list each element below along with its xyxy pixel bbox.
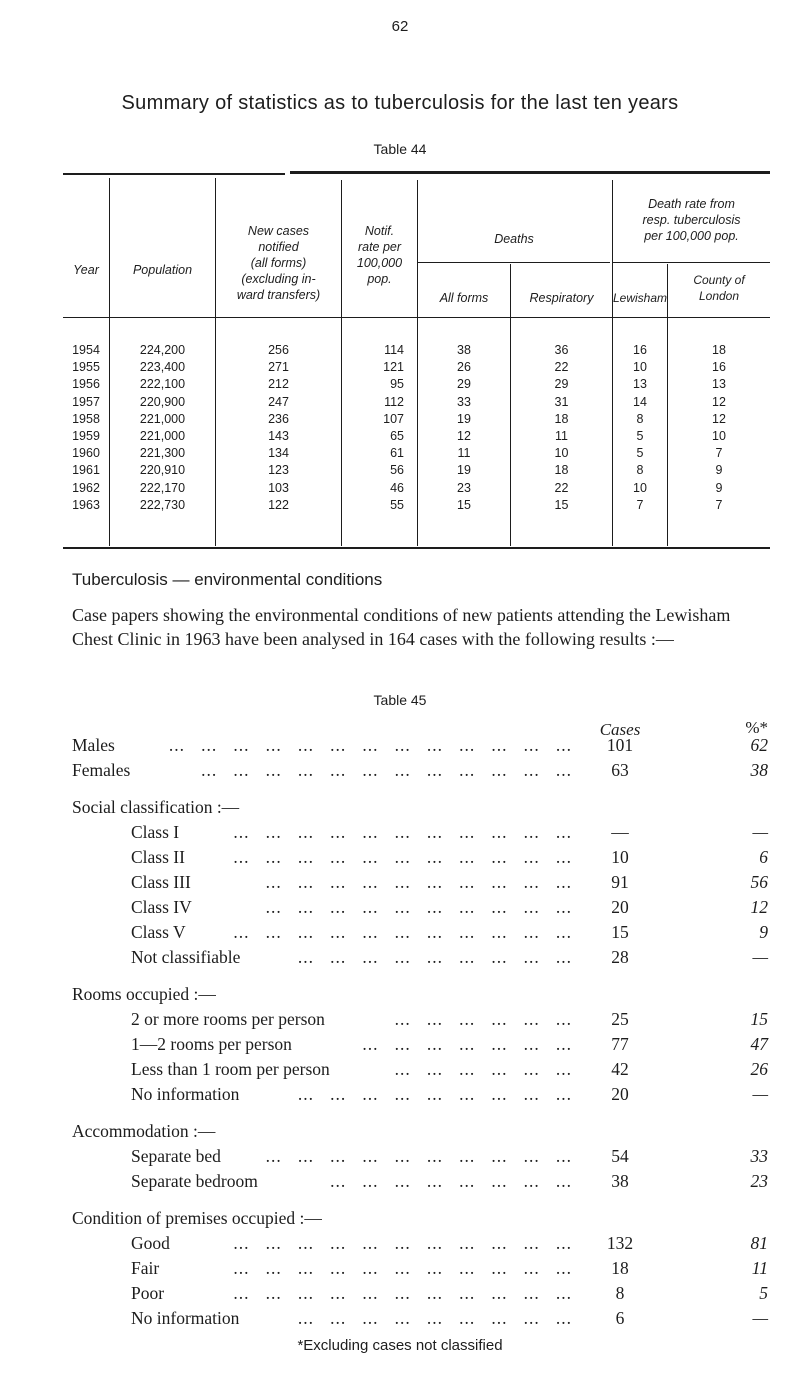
cell-new-cases: 123: [268, 463, 289, 478]
leader-dots: ... ... ... ... ... ... ... ... ... ... ...: [233, 822, 572, 842]
header-new-cases-line: New cases: [247, 224, 310, 238]
row-cases: 6: [615, 1308, 625, 1328]
leader-dots: ... ... ... ... ... ... ... ... ...: [297, 947, 572, 967]
row-label: Poor: [131, 1283, 165, 1303]
leader-dots: ... ... ... ... ... ... ... ... ... ...: [265, 872, 572, 892]
header-lewisham: Lewisham: [613, 291, 668, 305]
cell-population: 221,300: [139, 446, 186, 461]
cell-rate-lewisham: 13: [633, 377, 647, 392]
row-label: Males: [72, 735, 115, 755]
list-item: [0, 1034, 800, 1058]
footnote: *Excluding cases not classified: [297, 1337, 503, 1354]
table-44-bottom-rule: [63, 547, 770, 549]
row-percent: 9: [759, 922, 768, 942]
row-label: Class I: [131, 822, 180, 842]
cell-deaths-all-forms: 33: [457, 394, 471, 409]
cell-deaths-all-forms: 19: [457, 463, 471, 478]
table-44-top-rule-right: [290, 171, 770, 174]
cell-deaths-all-forms: 26: [457, 360, 471, 375]
cell-rate-county: 7: [715, 497, 723, 512]
leader-dots: ... ... ... ... ... ... ... ... ... ...: [265, 897, 572, 917]
header-year: Year: [73, 263, 99, 277]
cell-deaths-respiratory: 36: [554, 343, 569, 357]
row-cases: 8: [615, 1283, 625, 1303]
cell-notif-rate: 114: [384, 343, 404, 357]
header-new-cases-line: ward transfers): [236, 288, 321, 302]
cell-deaths-all-forms: 19: [457, 411, 471, 426]
header-new-cases-line: (excluding in-: [241, 272, 316, 286]
list-item: [0, 847, 800, 871]
leader-dots: ... ... ... ... ... ... ... ... ... ... ...: [233, 1258, 572, 1278]
cell-year: 1960: [72, 446, 100, 461]
cell-new-cases: 247: [268, 394, 289, 409]
cell-rate-lewisham: 7: [636, 497, 644, 512]
row-cases: 10: [611, 847, 629, 867]
column-header-percent: %*: [745, 718, 768, 737]
cell-new-cases: 103: [268, 480, 289, 495]
leader-dots: ... ... ... ... ... ... ... ... ... ... ... ...: [201, 760, 572, 780]
cell-rate-lewisham: 16: [633, 343, 647, 357]
cell-population: 220,900: [139, 394, 186, 409]
row-percent: —: [752, 1084, 768, 1104]
row-label: Class III: [131, 872, 191, 892]
cell-year: 1955: [72, 360, 100, 375]
leader-dots: ... ... ... ... ... ... ... ... ... ... ...: [233, 1233, 572, 1253]
deaths-subheader-rule: [417, 262, 610, 263]
header-notif-rate: [342, 223, 417, 287]
row-label: Females: [72, 760, 131, 780]
header-new-cases-line: (all forms): [250, 256, 307, 270]
cell-new-cases: 143: [268, 429, 289, 443]
cell-year: 1962: [72, 480, 100, 495]
cell-notif-rate: 121: [383, 360, 404, 375]
row-cases: 77: [611, 1034, 629, 1054]
cell-population: 220,910: [139, 463, 186, 478]
row-cases: 20: [611, 1084, 629, 1104]
leader-dots: ... ... ... ... ... ... ...: [362, 1034, 572, 1054]
leader-dots: ... ... ... ... ... ... ... ... ...: [297, 1084, 572, 1104]
cell-year: 1954: [72, 343, 100, 357]
cell-rate-county: 12: [712, 411, 726, 426]
header-death-rate-line: per 100,000 pop.: [644, 229, 739, 243]
row-percent: 81: [750, 1233, 768, 1253]
cell-population: 222,100: [139, 377, 186, 392]
row-percent: 56: [750, 872, 768, 892]
cell-notif-rate: 56: [390, 463, 404, 478]
table-44-top-rule: [63, 173, 285, 175]
row-percent: 5: [759, 1283, 768, 1303]
header-population: Population: [132, 263, 193, 277]
cell-rate-lewisham: 14: [633, 394, 647, 409]
row-percent: 26: [750, 1059, 768, 1079]
page-number: 62: [391, 18, 409, 35]
table-45-label: Table 45: [373, 692, 427, 708]
header-notif-rate-line: pop.: [367, 272, 392, 286]
cell-deaths-respiratory: 18: [554, 463, 569, 478]
leader-dots: ... ... ... ... ... ...: [394, 1059, 572, 1079]
cell-notif-rate: 61: [390, 446, 404, 461]
leader-dots: ... ... ... ... ... ... ... ... ... ... ...: [233, 847, 572, 867]
cell-deaths-respiratory: 31: [554, 394, 569, 409]
row-label: 1—2 rooms per person: [131, 1034, 292, 1054]
cell-rate-lewisham: 8: [636, 411, 644, 426]
row-cases: 28: [611, 947, 629, 967]
cell-population: 222,730: [139, 497, 186, 512]
section-heading: Tuberculosis — environmental conditions: [72, 570, 383, 589]
leader-dots: ... ... ... ... ... ... ... ... ... ... ...: [233, 922, 572, 942]
table-44-label: Table 44: [373, 141, 427, 157]
group-heading: Accommodation :—: [72, 1121, 216, 1141]
cell-notif-rate: 95: [390, 377, 404, 392]
row-percent: 47: [750, 1034, 768, 1054]
cell-deaths-respiratory: 22: [554, 480, 569, 495]
leader-dots: ... ... ... ... ... ...: [394, 1009, 572, 1029]
cell-rate-lewisham: 5: [636, 446, 644, 461]
row-percent: —: [752, 822, 768, 842]
cell-population: 223,400: [139, 360, 186, 375]
row-label: 2 or more rooms per person: [131, 1009, 325, 1029]
cell-rate-county: 7: [715, 446, 723, 461]
group-heading: Rooms occupied :—: [72, 984, 216, 1004]
row-label: Separate bedroom: [131, 1171, 258, 1191]
cell-deaths-respiratory: 11: [555, 429, 568, 443]
cell-rate-lewisham: 5: [636, 429, 644, 443]
cell-deaths-respiratory: 29: [554, 377, 569, 392]
list-item: [0, 735, 800, 759]
row-cases: 91: [611, 872, 629, 892]
cell-new-cases: 256: [268, 343, 289, 357]
cell-year: 1959: [72, 429, 100, 443]
row-cases: 18: [611, 1258, 629, 1278]
row-percent: —: [752, 1308, 768, 1328]
cell-notif-rate: 112: [384, 394, 404, 409]
header-new-cases: [216, 223, 341, 303]
list-item: [0, 897, 800, 921]
row-label: Class V: [131, 922, 186, 942]
page-title: Summary of statistics as to tuberculosis for the last ten years: [121, 92, 679, 114]
cell-deaths-all-forms: 38: [457, 343, 471, 357]
leader-dots: ... ... ... ... ... ... ... ... ... ... ...: [233, 1283, 572, 1303]
list-item: [0, 1308, 800, 1332]
row-cases: 63: [611, 760, 629, 780]
leader-dots: ... ... ... ... ... ... ... ... ... ...: [265, 1146, 572, 1166]
cell-notif-rate: 46: [390, 480, 404, 495]
cell-rate-county: 18: [712, 343, 726, 357]
row-percent: —: [752, 947, 768, 967]
cell-new-cases: 271: [268, 360, 289, 375]
header-county-line: London: [698, 289, 740, 303]
list-item: [0, 922, 800, 946]
header-notif-rate-line: 100,000: [356, 256, 403, 270]
death-rate-subheader-rule: [612, 262, 770, 263]
row-label: Class II: [131, 847, 185, 867]
list-item: [0, 1283, 800, 1307]
cell-deaths-all-forms: 29: [457, 377, 471, 392]
header-notif-rate-line: rate per: [357, 240, 402, 254]
row-percent: 33: [750, 1146, 768, 1166]
list-item: [0, 1084, 800, 1108]
header-death-rate: [613, 196, 770, 244]
row-label: Good: [131, 1233, 170, 1253]
cell-deaths-all-forms: 11: [457, 446, 471, 461]
cell-year: 1957: [72, 394, 100, 409]
cell-new-cases: 236: [268, 411, 289, 426]
header-death-rate-line: resp. tuberculosis: [642, 213, 741, 227]
row-percent: 12: [750, 897, 768, 917]
cell-rate-county: 16: [712, 360, 726, 375]
row-label: Less than 1 room per person: [131, 1059, 330, 1079]
row-label: No information: [131, 1084, 240, 1104]
cell-rate-lewisham: 8: [636, 463, 644, 478]
cell-deaths-respiratory: 10: [554, 446, 569, 461]
header-deaths-respiratory: Respiratory: [529, 291, 594, 305]
header-new-cases-line: notified: [258, 240, 299, 254]
cell-rate-county: 10: [712, 429, 726, 443]
cell-new-cases: 122: [268, 497, 289, 512]
cell-year: 1958: [72, 411, 100, 426]
cell-population: 224,200: [139, 343, 186, 357]
leader-dots: ... ... ... ... ... ... ... ...: [330, 1171, 572, 1191]
list-item: [0, 1171, 800, 1195]
row-percent: 11: [751, 1258, 768, 1278]
row-percent: 23: [750, 1171, 768, 1191]
cell-year: 1956: [72, 377, 100, 392]
list-item: [0, 1258, 800, 1282]
row-percent: 38: [750, 760, 768, 780]
cell-population: 222,170: [139, 480, 186, 495]
cell-rate-lewisham: 10: [633, 360, 647, 375]
row-percent: 15: [750, 1009, 768, 1029]
row-cases: 38: [611, 1171, 629, 1191]
cell-year: 1961: [72, 463, 100, 478]
group-heading: Condition of premises occupied :—: [72, 1208, 322, 1228]
row-percent: 62: [750, 735, 768, 755]
cell-rate-lewisham: 10: [633, 480, 647, 495]
cell-deaths-all-forms: 12: [457, 429, 471, 443]
cell-population: 221,000: [139, 411, 186, 426]
section-paragraph: Case papers showing the environmental conditions of new patients attending the Lewisham Chest Clinic in 1963 have been analysed in 164 cases with the following results :—: [72, 605, 731, 649]
list-item: [0, 822, 800, 846]
cell-rate-county: 12: [712, 394, 726, 409]
header-death-rate-line: Death rate from: [648, 197, 735, 211]
row-label: Class IV: [131, 897, 192, 917]
cell-deaths-respiratory: 22: [554, 360, 569, 375]
cell-rate-county: 13: [712, 377, 726, 392]
row-cases: 20: [611, 897, 629, 917]
cell-rate-county: 9: [715, 463, 723, 478]
cell-notif-rate: 65: [390, 429, 404, 443]
cell-new-cases: 134: [268, 446, 289, 461]
cell-deaths-all-forms: 23: [457, 480, 471, 495]
row-cases: 132: [606, 1233, 634, 1253]
header-deaths: Deaths: [494, 232, 534, 246]
cell-year: 1963: [72, 497, 100, 512]
leader-dots: ... ... ... ... ... ... ... ... ...: [297, 1308, 572, 1328]
row-percent: 6: [759, 847, 768, 867]
row-cases: 15: [611, 922, 629, 942]
cell-notif-rate: 107: [383, 411, 404, 426]
row-label: Not classifiable: [131, 947, 241, 967]
column-header-cases: Cases: [599, 720, 641, 739]
header-county-of-london: [668, 272, 770, 304]
list-item: [0, 1233, 800, 1257]
header-notif-rate-line: Notif.: [364, 224, 395, 238]
row-cases: 54: [611, 1146, 629, 1166]
cell-deaths-all-forms: 15: [457, 497, 471, 512]
row-label: Fair: [131, 1258, 160, 1278]
row-cases: 25: [611, 1009, 629, 1029]
cell-rate-county: 9: [715, 480, 723, 495]
list-item: [0, 872, 800, 896]
row-label: Separate bed: [131, 1146, 221, 1166]
cell-deaths-respiratory: 15: [554, 497, 569, 512]
row-cases: —: [611, 822, 629, 842]
row-label: No information: [131, 1308, 240, 1328]
row-cases: 42: [611, 1059, 629, 1079]
list-item: [0, 1009, 800, 1033]
cell-new-cases: 212: [268, 377, 289, 392]
list-item: [0, 760, 800, 784]
cell-notif-rate: 55: [390, 497, 404, 512]
group-heading: Social classification :—: [72, 797, 240, 817]
list-item: [0, 947, 800, 971]
header-county-line: County of: [693, 273, 745, 287]
cell-population: 221,000: [139, 429, 186, 443]
leader-dots: ... ... ... ... ... ... ... ... ... ... ... ... ...: [168, 735, 572, 755]
row-cases: 101: [606, 735, 634, 755]
list-item: [0, 1146, 800, 1170]
list-item: [0, 1059, 800, 1083]
cell-deaths-respiratory: 18: [554, 411, 569, 426]
header-deaths-all-forms: All forms: [439, 291, 489, 305]
